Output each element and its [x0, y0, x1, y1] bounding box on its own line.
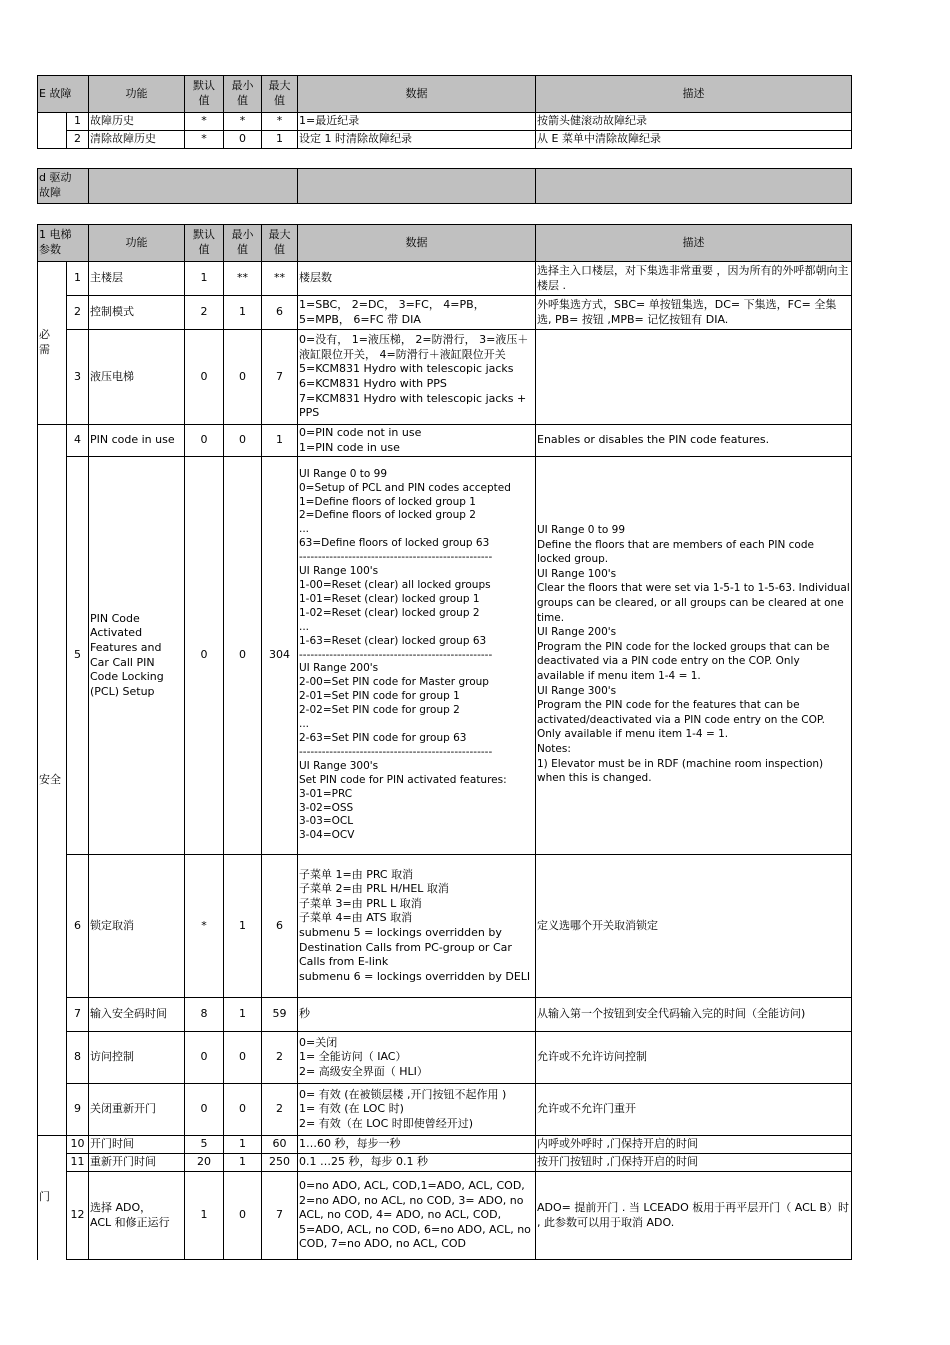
- fault-table: [37, 75, 852, 149]
- description-header: 描述: [536, 76, 852, 113]
- row-number: 4: [67, 425, 89, 457]
- row-number: 5: [67, 457, 89, 855]
- function-cell: 主楼层: [89, 262, 185, 296]
- table-row: [38, 1136, 852, 1154]
- min-cell: **: [224, 262, 262, 296]
- row-number: 7: [67, 998, 89, 1032]
- data-cell: 1…60 秒，每步一秒: [298, 1136, 536, 1154]
- max-cell: 59: [262, 998, 298, 1032]
- function-cell: 选择 ADO， ACL 和修正运行: [89, 1172, 185, 1260]
- default-cell: 0: [185, 1032, 224, 1084]
- function-cell: 访问控制: [89, 1032, 185, 1084]
- max-cell: **: [262, 262, 298, 296]
- empty-header: [536, 169, 852, 204]
- table-row: [38, 113, 852, 131]
- row-number: 1: [67, 113, 89, 131]
- description-cell: 定义选哪个开关取消锁定: [536, 855, 852, 998]
- description-cell: 允许或不允许门重开: [536, 1084, 852, 1136]
- min-cell: 0: [224, 1032, 262, 1084]
- data-cell: 0.1 …25 秒，每步 0.1 秒: [298, 1154, 536, 1172]
- default-cell: *: [185, 113, 224, 131]
- description-cell: 从 E 菜单中清除故障纪录: [536, 131, 852, 149]
- table-row: [38, 1154, 852, 1172]
- data-cell: 0=关闭 1= 全能访问（ IAC） 2= 高级安全界面（ HLI）: [298, 1032, 536, 1084]
- min-cell: 0: [224, 425, 262, 457]
- min-cell: 0: [224, 1084, 262, 1136]
- fault-table-header: [38, 76, 852, 113]
- table-row: [38, 1172, 852, 1260]
- default-cell: 0: [185, 425, 224, 457]
- description-cell: 按开门按钮时 ,门保持开启的时间: [536, 1154, 852, 1172]
- description-cell: 外呼集选方式，SBC= 单按钮集选，DC= 下集选，FC= 全集选, PB= 按钮 ,MPB= 记忆按钮有 DIA.: [536, 296, 852, 330]
- data-cell: 0= 有效 (在被锁层楼 ,开门按钮不起作用 ) 1= 有效 (在 LOC 时) 2= 有效（在 LOC 时即使曾经开过): [298, 1084, 536, 1136]
- min-header: 最小 值: [224, 225, 262, 262]
- function-cell: 输入安全码时间: [89, 998, 185, 1032]
- data-header: 数据: [298, 76, 536, 113]
- group-required: 必 需: [38, 262, 67, 425]
- function-cell: 液压电梯: [89, 330, 185, 425]
- category-header: d 驱动 故障: [38, 169, 89, 204]
- default-cell: 8: [185, 998, 224, 1032]
- parameters-header: [38, 225, 852, 262]
- default-cell: 1: [185, 1172, 224, 1260]
- max-header: 最大 值: [262, 76, 298, 113]
- function-cell: 故障历史: [89, 113, 185, 131]
- default-header: 默认 值: [185, 76, 224, 113]
- table-row: [38, 262, 852, 296]
- function-cell: 关闭重新开门: [89, 1084, 185, 1136]
- drive-fault-table: [37, 168, 852, 204]
- function-cell: 锁定取消: [89, 855, 185, 998]
- min-cell: 1: [224, 998, 262, 1032]
- table-row: [38, 425, 852, 457]
- row-number: 12: [67, 1172, 89, 1260]
- empty-header: [89, 169, 298, 204]
- data-cell: 1=最近纪录: [298, 113, 536, 131]
- table-row: [38, 131, 852, 149]
- group-cell: [38, 113, 67, 149]
- default-cell: 5: [185, 1136, 224, 1154]
- description-cell: ADO= 提前开门 . 当 LCEADO 板用于再平层开门（ ACL B）时 , 此参数可以用于取消 ADO.: [536, 1172, 852, 1260]
- group-safety: 安全: [38, 425, 67, 1136]
- description-cell: 从输入第一个按钮到安全代码输入完的时间（全能访问): [536, 998, 852, 1032]
- max-cell: 7: [262, 1172, 298, 1260]
- min-cell: 0: [224, 131, 262, 149]
- default-cell: 20: [185, 1154, 224, 1172]
- description-cell: 允许或不允许访问控制: [536, 1032, 852, 1084]
- min-cell: 1: [224, 855, 262, 998]
- row-number: 2: [67, 131, 89, 149]
- min-header: 最小 值: [224, 76, 262, 113]
- row-number: 11: [67, 1154, 89, 1172]
- data-cell: 楼层数: [298, 262, 536, 296]
- min-cell: 0: [224, 1172, 262, 1260]
- min-cell: *: [224, 113, 262, 131]
- default-cell: 2: [185, 296, 224, 330]
- default-cell: 0: [185, 1084, 224, 1136]
- default-cell: 0: [185, 330, 224, 425]
- function-cell: 清除故障历史: [89, 131, 185, 149]
- table-row: [38, 1032, 852, 1084]
- min-cell: 1: [224, 1154, 262, 1172]
- function-cell: PIN code in use: [89, 425, 185, 457]
- max-cell: 2: [262, 1032, 298, 1084]
- data-header: 数据: [298, 225, 536, 262]
- min-cell: 1: [224, 1136, 262, 1154]
- row-number: 1: [67, 262, 89, 296]
- function-cell: 重新开门时间: [89, 1154, 185, 1172]
- empty-header: [298, 169, 536, 204]
- drive-fault-header: [38, 169, 852, 204]
- description-cell: 按箭头健滚动故障纪录: [536, 113, 852, 131]
- data-cell: 设定 1 时清除故障纪录: [298, 131, 536, 149]
- description-cell: Enables or disables the PIN code features.: [536, 425, 852, 457]
- max-cell: 6: [262, 296, 298, 330]
- max-cell: 1: [262, 131, 298, 149]
- max-cell: 6: [262, 855, 298, 998]
- min-cell: 0: [224, 330, 262, 425]
- table-row: [38, 457, 852, 855]
- row-number: 3: [67, 330, 89, 425]
- data-cell: 0=没有， 1=液压梯， 2=防滑行， 3=液压＋液缸限位开关， 4=防滑行＋液缸限位开关 5=KCM831 Hydro with telescopic jacks 6=KCM831 Hydro with PPS 7=KCM831 Hydro with telescopic jacks + PPS: [298, 330, 536, 425]
- max-cell: 60: [262, 1136, 298, 1154]
- category-header: E 故障: [38, 76, 89, 113]
- default-cell: *: [185, 855, 224, 998]
- min-cell: 0: [224, 457, 262, 855]
- max-header: 最大 值: [262, 225, 298, 262]
- function-cell: 控制模式: [89, 296, 185, 330]
- row-number: 8: [67, 1032, 89, 1084]
- max-cell: 250: [262, 1154, 298, 1172]
- min-cell: 1: [224, 296, 262, 330]
- table-row: [38, 330, 852, 425]
- table-row: [38, 998, 852, 1032]
- data-cell: 子菜单 1=由 PRC 取消 子菜单 2=由 PRL H/HEL 取消 子菜单 3=由 PRL L 取消 子菜单 4=由 ATS 取消 submenu 5 = lockings overridden by Destination Calls from PC-group or Car Calls from E-link submenu 6 = lockings overridden by DELI: [298, 855, 536, 998]
- data-cell: 0=no ADO, ACL, COD,1=ADO, ACL, COD, 2=no ADO, no ACL, no COD, 3= ADO, no ACL, no COD, 4= ADO, no ACL, COD, 5=ADO, ACL, no COD, 6=no ADO, ACL, no COD, 7=no ADO, no ACL, COD: [298, 1172, 536, 1260]
- description-header: 描述: [536, 225, 852, 262]
- default-cell: 0: [185, 457, 224, 855]
- default-header: 默认 值: [185, 225, 224, 262]
- max-cell: 1: [262, 425, 298, 457]
- description-cell: 内呼或外呼时 ,门保持开启的时间: [536, 1136, 852, 1154]
- elevator-parameters-table: [37, 224, 852, 1260]
- row-number: 10: [67, 1136, 89, 1154]
- description-cell: [536, 330, 852, 425]
- description-cell: UI Range 0 to 99 Define the floors that are members of each PIN code locked group. UI Range 100's Clear the floors that were set via 1-5-1 to 1-5-63. Individual groups can be cleared, or all groups can be cleared at one time. UI Range 200's Program the PIN code for the locked groups that can be deactivated via a PIN code entry on the COP. Only available if menu item 1-4 = 1. UI Range 300's Program the PIN code for the features that can be activated/deactivated via a PIN code entry on the COP. Only available if menu item 1-4 = 1. Notes: 1) Elevator must be in RDF (machine room inspection) when this is changed.: [536, 457, 852, 855]
- row-number: 6: [67, 855, 89, 998]
- data-cell: 0=PIN code not in use 1=PIN code in use: [298, 425, 536, 457]
- function-header: 功能: [89, 76, 185, 113]
- data-cell: 秒: [298, 998, 536, 1032]
- group-door: 门: [38, 1136, 67, 1260]
- category-header: 1 电梯 参数: [38, 225, 89, 262]
- table-row: [38, 855, 852, 998]
- description-cell: 选择主入口楼层，对下集选非常重要 ，因为所有的外呼都朝向主楼层 .: [536, 262, 852, 296]
- row-number: 9: [67, 1084, 89, 1136]
- data-cell: UI Range 0 to 99 0=Setup of PCL and PIN codes accepted 1=Define floors of locked group 1 2=Define floors of locked group 2 ... 63=Define floors of locked group 63 --------------------------------------------------- UI Range 100's 1-00=Reset (clear) all locked groups 1-01=Reset (clear) locked group 1 1-02=Reset (clear) locked group 2 ... 1-63=Reset (clear) locked group 63 --------------------------------------------------- UI Range 200's 2-00=Set PIN code for Master group 2-01=Set PIN code for group 1 2-02=Set PIN code for group 2 ... 2-63=Set PIN code for group 63 --------------------------------------------------- UI Range 300's Set PIN code for PIN activated features: 3-01=PRC 3-02=OSS 3-03=OCL 3-04=OCV: [298, 457, 536, 855]
- function-cell: PIN Code Activated Features and Car Call PIN Code Locking (PCL) Setup: [89, 457, 185, 855]
- data-cell: 1=SBC， 2=DC， 3=FC， 4=PB， 5=MPB， 6=FC 带 DIA: [298, 296, 536, 330]
- table-row: [38, 1084, 852, 1136]
- max-cell: *: [262, 113, 298, 131]
- max-cell: 2: [262, 1084, 298, 1136]
- default-cell: 1: [185, 262, 224, 296]
- max-cell: 304: [262, 457, 298, 855]
- function-header: 功能: [89, 225, 185, 262]
- max-cell: 7: [262, 330, 298, 425]
- function-cell: 开门时间: [89, 1136, 185, 1154]
- row-number: 2: [67, 296, 89, 330]
- table-row: [38, 296, 852, 330]
- default-cell: *: [185, 131, 224, 149]
